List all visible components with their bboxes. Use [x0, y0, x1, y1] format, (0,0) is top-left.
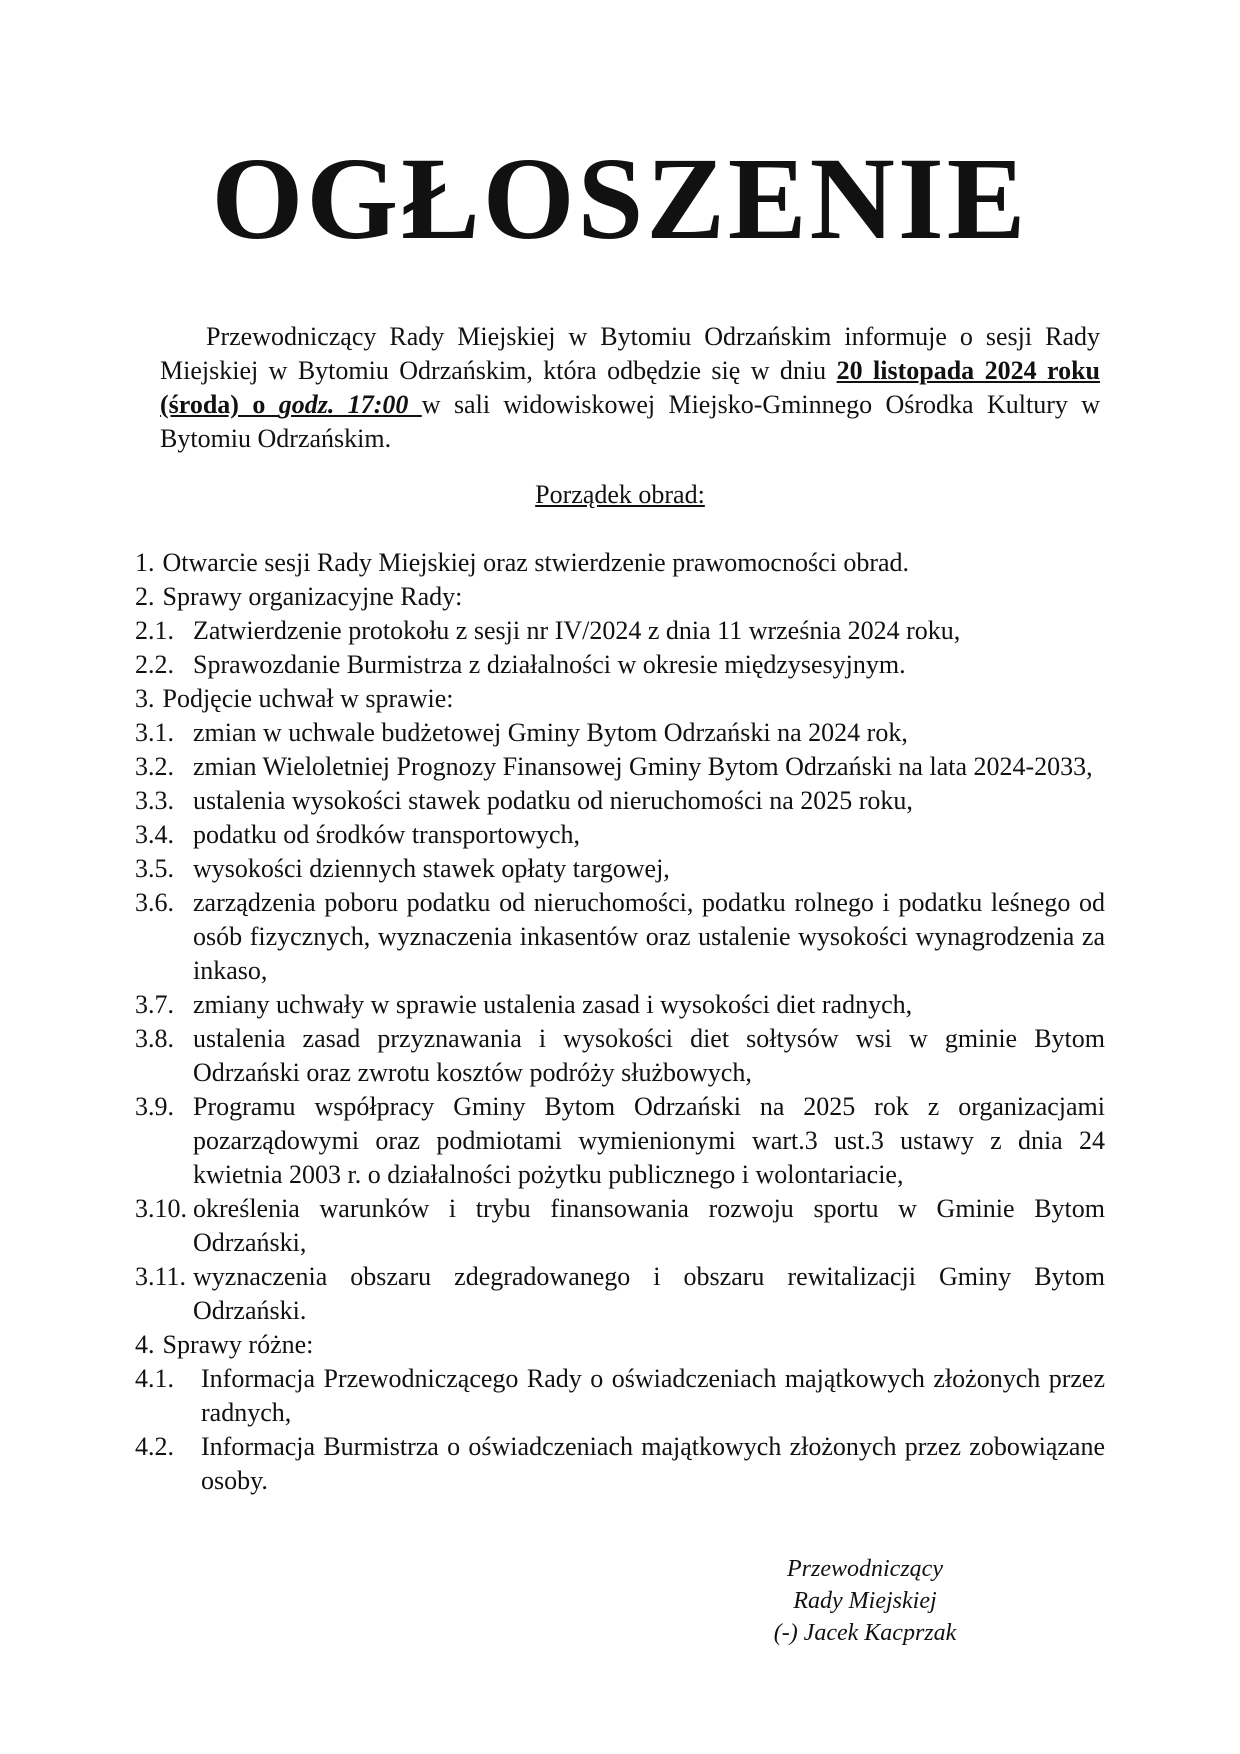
- agenda-item-number: 2.: [135, 582, 155, 611]
- agenda-item-number: 3.9.: [135, 1092, 174, 1121]
- agenda-item: [135, 784, 1105, 818]
- signature-name: (-) Jacek Kacprzak: [773, 1620, 957, 1646]
- agenda-item-text: Programu współpracy Gminy Bytom Odrzański na 2025 rok z organizacjami pozarządowymi oraz podmiotami wymienionymi wart.3 ust.3 ustawy z dnia 24 kwietnia 2003 r. o działalności pożytku publicznego i wolontariacie,: [193, 1092, 1105, 1189]
- agenda-item-text: Informacja Przewodniczącego Rady o oświadczeniach majątkowych złożonych przez radnych,: [201, 1364, 1105, 1427]
- agenda-item: [135, 988, 1105, 1022]
- agenda-item-number: 3.: [135, 684, 155, 713]
- agenda-item-text: ustalenia wysokości stawek podatku od nieruchomości na 2025 roku,: [193, 786, 913, 815]
- signature-council: Rady Miejskiej: [793, 1588, 937, 1614]
- agenda-item: [135, 750, 1105, 784]
- page-title: OGŁOSZENIE: [211, 133, 1029, 264]
- agenda-item-number: 3.1.: [135, 718, 174, 747]
- agenda-item-number: 4.1.: [135, 1364, 174, 1393]
- agenda-list: [135, 546, 1105, 1498]
- agenda-item: [135, 1022, 1105, 1090]
- agenda-item: [135, 1430, 1105, 1498]
- intro-text-part2: w sali widowiskowej Miejsko-Gminnego Ośrodka Kultury w Bytomiu Odrzańskim.: [160, 390, 1101, 453]
- agenda-item: [135, 1328, 1105, 1362]
- agenda-item-text: Zatwierdzenie protokołu z sesji nr IV/2024 z dnia 11 września 2024 roku,: [193, 616, 961, 645]
- agenda-item-text: Sprawy organizacyjne Rady:: [162, 582, 463, 611]
- agenda-item-text: zmian Wieloletniej Prognozy Finansowej Gminy Bytom Odrzański na lata 2024-2033,: [193, 752, 1093, 781]
- agenda-item: [135, 818, 1105, 852]
- intro-date: 20 listopada 2024 roku (środa) o: [160, 356, 1100, 419]
- agenda-item-text: ustalenia zasad przyznawania i wysokości diet sołtysów wsi w gminie Bytom Odrzański oraz zwrotu kosztów podróży służbowych,: [193, 1024, 1105, 1087]
- agenda-item: [135, 1192, 1105, 1260]
- agenda-item-number: 3.11.: [135, 1262, 187, 1291]
- intro-paragraph: [160, 320, 1100, 456]
- intro-text-part1: Przewodniczący Rady Miejskiej w Bytomiu Odrzańskim informuje o sesji Rady Miejskiej w Bytomiu Odrzańskim, która odbędzie się w dniu: [160, 322, 1100, 385]
- agenda-item: [135, 1362, 1105, 1430]
- agenda-item-number: 1.: [135, 548, 155, 577]
- agenda-item-number: 3.4.: [135, 820, 174, 849]
- agenda-item: [135, 852, 1105, 886]
- agenda-item-text: zarządzenia poboru podatku od nieruchomości, podatku rolnego i podatku leśnego od osób fizycznych, wyznaczenia inkasentów oraz ustalenie wysokości wynagrodzenia za inkaso,: [193, 888, 1105, 985]
- agenda-item-text: wysokości dziennych stawek opłaty targowej,: [193, 854, 670, 883]
- intro-time: godz. 17:00: [278, 390, 422, 419]
- signature-block: [680, 1553, 1050, 1649]
- agenda-item-text: Sprawy różne:: [162, 1330, 314, 1359]
- agenda-item-number: 3.8.: [135, 1024, 174, 1053]
- agenda-item-number: 2.1.: [135, 616, 174, 645]
- agenda-item-text: zmiany uchwały w sprawie ustalenia zasad i wysokości diet radnych,: [193, 990, 913, 1019]
- agenda-item-text: Informacja Burmistrza o oświadczeniach majątkowych złożonych przez zobowiązane osoby.: [201, 1432, 1105, 1495]
- agenda-item: [135, 614, 1105, 648]
- agenda-item-text: Sprawozdanie Burmistrza z działalności w okresie międzysesyjnym.: [193, 650, 906, 679]
- agenda-item: [135, 648, 1105, 682]
- agenda-item-number: 4.2.: [135, 1432, 174, 1461]
- agenda-item-text: Otwarcie sesji Rady Miejskiej oraz stwierdzenie prawomocności obrad.: [162, 548, 910, 577]
- agenda-item-text: zmian w uchwale budżetowej Gminy Bytom Odrzański na 2024 rok,: [193, 718, 908, 747]
- agenda-item: [135, 580, 1105, 614]
- agenda-item: [135, 1090, 1105, 1192]
- agenda-item-text: określenia warunków i trybu finansowania rozwoju sportu w Gminie Bytom Odrzański,: [193, 1194, 1105, 1257]
- agenda-item-text: wyznaczenia obszaru zdegradowanego i obszaru rewitalizacji Gminy Bytom Odrzański.: [193, 1262, 1105, 1325]
- agenda-item: [135, 716, 1105, 750]
- agenda-item-number: 3.3.: [135, 786, 174, 815]
- agenda-item-number: 3.5.: [135, 854, 174, 883]
- agenda-item-text: podatku od środków transportowych,: [193, 820, 581, 849]
- agenda-item-number: 3.10.: [135, 1194, 187, 1223]
- agenda-heading: Porządek obrad:: [535, 480, 705, 509]
- agenda-item: [135, 886, 1105, 988]
- agenda-item-number: 2.2.: [135, 650, 174, 679]
- agenda-item-number: 4.: [135, 1330, 155, 1359]
- agenda-item: [135, 546, 1105, 580]
- signature-title: Przewodniczący: [787, 1556, 943, 1582]
- agenda-item-text: Podjęcie uchwał w sprawie:: [162, 684, 454, 713]
- agenda-item-number: 3.6.: [135, 888, 174, 917]
- agenda-item: [135, 682, 1105, 716]
- agenda-item-number: 3.2.: [135, 752, 174, 781]
- agenda-item-number: 3.7.: [135, 990, 174, 1019]
- agenda-item: [135, 1260, 1105, 1328]
